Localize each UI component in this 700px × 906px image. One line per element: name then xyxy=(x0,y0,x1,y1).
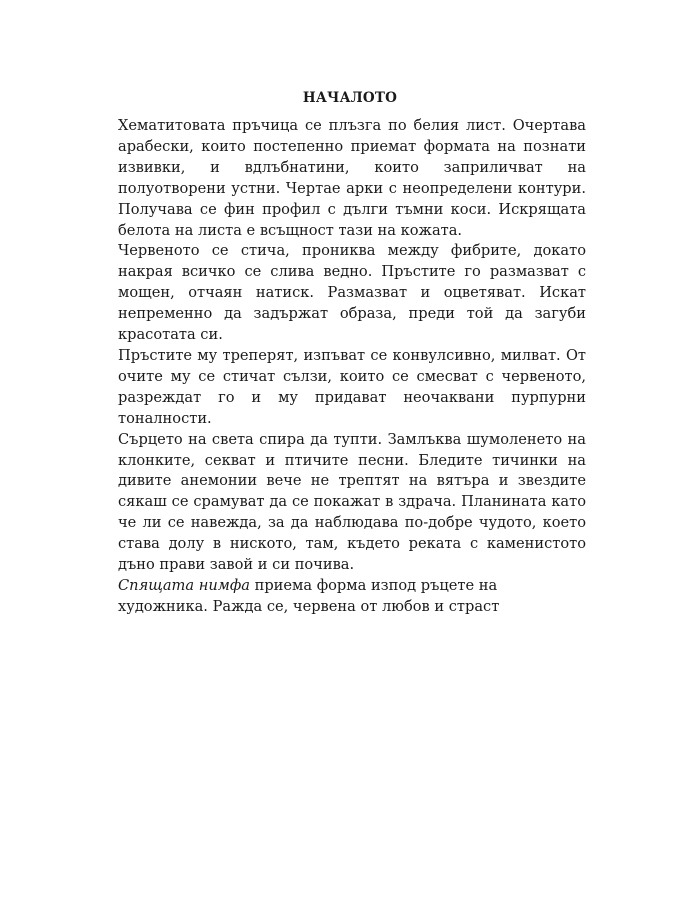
page-title: НАЧАЛОТО xyxy=(302,90,398,106)
paragraph-3: Пръстите му треперят, изпъват се конвулсивно, милват. От очите му се стичат сълзи, които се смесват с червеното, разреждат го и му придават неочаквани пурпурни тоналности. xyxy=(118,346,586,427)
artwork-title: Спящата нимфа xyxy=(118,576,250,594)
paragraph-2: Червеното се стича, прониква между фибрите, докато накрая всичко се слива ведно. Пръстите го размазват с мощен, отчаян натиск. Размазват и оцветяват. Искат непременно да задържат образа, преди той да загуби красотата си. xyxy=(118,242,586,344)
document-body xyxy=(118,116,586,618)
paragraph-5-text: приема форма изпод ръцете на художника. Ражда се, червена от любов и страст xyxy=(118,576,500,615)
paragraph-5 xyxy=(118,576,586,618)
paragraph-4: Сърцето на света спира да тупти. Замлъква шумоленето на клонките, секват и птичите песни. Бледите тичинки на дивите анемонии вече не трептят на вятъра и звездите сякаш се срамуват да се покажат в здрача. Планината като че ли се навежда, за да наблюдава по-добре чудото, което става долу в ниското, там, където реката с каменистото дъно прави завой и си почива. xyxy=(118,430,586,574)
paragraph-1: Хематитовата пръчица се плъзга по белия лист. Очертава арабески, които постепенно приемат формата на познати извивки, и вдлъбнатини, които заприличват на полуотворени устни. Чертае арки с неопределени контури. Получава се фин профил с дълги тъмни коси. Искрящата белота на листа е всъщност тази на кожата. xyxy=(118,117,586,239)
